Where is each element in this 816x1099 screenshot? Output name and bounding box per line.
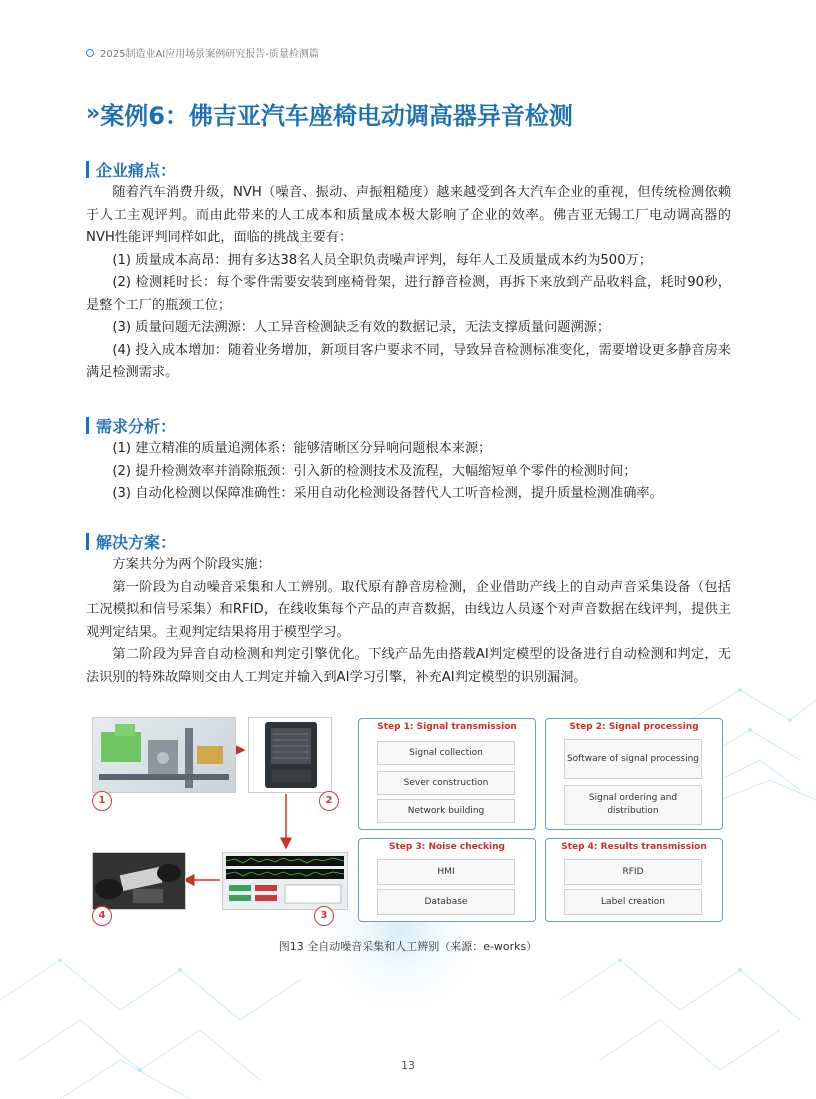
step-3-title: Step 3: Noise checking: [389, 842, 505, 852]
heading-bar: [86, 533, 89, 550]
heading-bar: [86, 161, 89, 178]
paragraph: 方案共分为两个阶段实施：: [112, 557, 271, 572]
list-item: (2) 提升检测效率并消除瓶颈：引入新的检测技术及流程，大幅缩短单个零件的检测时间；: [112, 463, 637, 479]
step-3-item: HMI: [377, 859, 515, 885]
list-item: (1) 质量成本高昂：拥有多达38名人员全职负责噪声评判，每年人工及质量成本约为500万；: [112, 252, 652, 268]
paragraph: 第一阶段为自动噪音采集和人工辨别。取代原有静音房检测，企业借助产线上的自动声音采集设备（包括工况模拟和信号采集）和RFID，在线收集每个产品的声音数据，由线边人员逐个对声音数据在线评判，提供主观判定结果。主观判定结果将用于模型学习。: [86, 579, 731, 640]
hmi-illustration: [223, 853, 347, 909]
machine-illustration: [93, 718, 235, 792]
heading-text: 解决方案：: [96, 533, 177, 552]
step-2-title: Step 2: Signal processing: [569, 722, 699, 732]
section-heading-demand: [86, 414, 176, 437]
step-4-title: Step 4: Results transmission: [561, 842, 707, 852]
hmi-screenshot: [222, 852, 348, 910]
case-title-text: 案例6：佛吉亚汽车座椅电动调高器异音检测: [100, 102, 573, 130]
heading-bar: [86, 417, 89, 434]
list-item: (1) 建立精准的质量追溯体系：能够清晰区分异响问题根本来源；: [112, 441, 492, 456]
step-1-item: Signal collection: [377, 741, 515, 765]
step-4-box: [545, 838, 723, 922]
case-title: [86, 96, 573, 131]
list-item: (2) 检测耗时长：每个零件需要安装到座椅骨架，进行静音检测，再拆下来放到产品收料盒，耗时90秒，是整个工厂的瓶颈工位；: [86, 275, 731, 313]
marker-3: 3: [314, 906, 334, 926]
list-item: (4) 投入成本增加：随着业务增加，新项目客户要求不同，导致异音检测标准变化，需要增设更多静音房来满足检测需求。: [86, 342, 731, 380]
heading-text: 企业痛点：: [96, 161, 177, 180]
list-item: (3) 自动化检测以保障准确性：采用自动化检测设备替代人工听音检测，提升质量检测准确率。: [112, 486, 663, 501]
header-text: 2025制造业AI应用场景案例研究报告-质量检测篇: [100, 49, 319, 60]
step-2-item: Signal ordering and distribution: [564, 785, 702, 825]
solution-text: [86, 554, 731, 689]
marker-4: 4: [92, 906, 112, 926]
server-photo: [248, 717, 332, 793]
pain-points-text: [86, 182, 731, 385]
paragraph: 第二阶段为异音自动检测和判定引擎优化。下线产品先由搭载AI判定模型的设备进行自动检测和判定，无法识别的特殊故障则交由人工判定并输入到AI学习引擎，补充AI判定模型的识别漏洞。: [86, 647, 731, 685]
step-1-title: Step 1: Signal transmission: [377, 722, 517, 732]
page-number: 13: [401, 1059, 415, 1072]
figure-13: [86, 712, 731, 934]
step-4-item: RFID: [564, 859, 702, 885]
step-1-item: Network building: [377, 799, 515, 823]
operator-illustration: [93, 853, 185, 909]
step-4-item: Label creation: [564, 889, 702, 915]
server-illustration: [249, 718, 331, 792]
marker-2: 2: [319, 791, 339, 811]
marker-1: 1: [92, 791, 112, 811]
running-header: [86, 45, 319, 60]
list-item: (3) 质量问题无法溯源：人工异音检测缺乏有效的数据记录，无法支撑质量问题溯源；: [112, 320, 611, 335]
step-3-box: [358, 838, 536, 922]
figure-caption: 图13 全自动噪音采集和人工辨别（来源：e-works）: [278, 940, 538, 953]
step-1-item: Sever construction: [377, 771, 515, 795]
step-2-box: [545, 718, 723, 830]
paragraph: 随着汽车消费升级，NVH（噪音、振动、声振粗糙度）越来越受到各大汽车企业的重视，但传统检测依赖于人工主观评判。而由此带来的人工成本和质量成本极大影响了企业的效率。佛吉亚无锡工厂电动调高器的NVH性能评判同样如此，面临的挑战主要有：: [86, 185, 731, 245]
step-2-item: Software of signal processing: [564, 739, 702, 779]
demand-text: [86, 438, 731, 506]
heading-text: 需求分析：: [96, 417, 177, 436]
step-3-item: Database: [377, 889, 515, 915]
chevron-icon: »: [86, 101, 95, 126]
header-dot-icon: [86, 49, 94, 57]
step-1-box: [358, 718, 536, 830]
section-heading-pain: [86, 158, 176, 181]
operator-photo: [92, 852, 186, 910]
section-heading-solution: [86, 530, 176, 553]
machine-photo: [92, 717, 236, 793]
